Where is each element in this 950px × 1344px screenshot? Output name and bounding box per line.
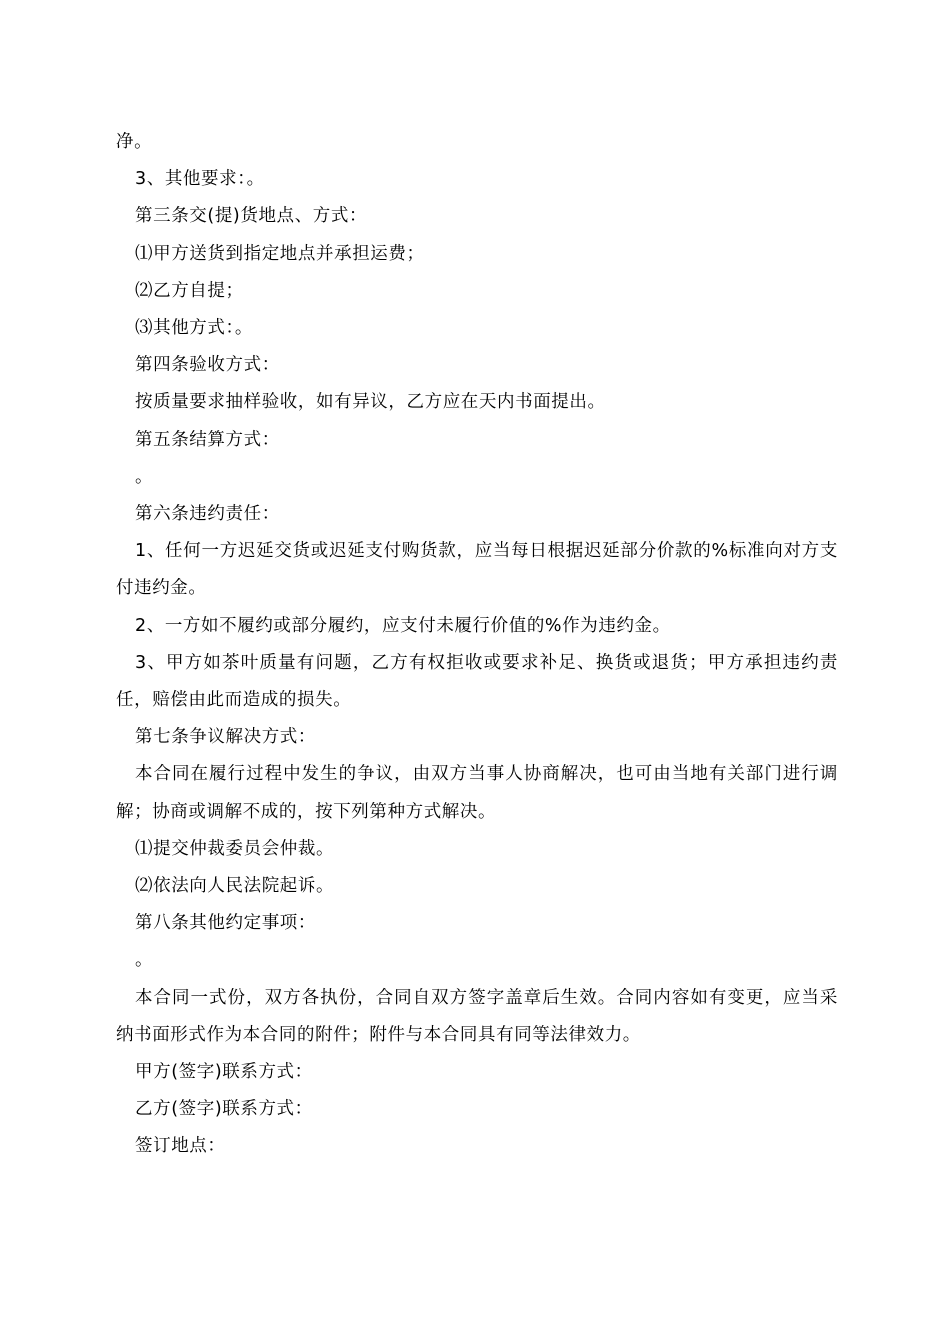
paragraph: 3、甲方如茶叶质量有问题，乙方有权拒收或要求补足、换货或退货；甲方承担违约责任，赔偿由此而造成的损失。 [116, 652, 838, 711]
signing-place-line: 签订地点： [135, 1136, 226, 1157]
clause-heading: 第五条结算方式： [135, 429, 280, 450]
clause-heading: 第三条交(提)货地点、方式： [135, 206, 368, 227]
paragraph: ⑴甲方送货到指定地点并承担运费； [135, 243, 425, 264]
clause-heading: 第七条争议解决方式： [135, 727, 316, 748]
paragraph: 1、任何一方迟延交货或迟延支付购货款，应当每日根据迟延部分价款的%标准向对方支付违约金。 [116, 541, 838, 599]
paragraph: 净。 [116, 132, 153, 152]
document-page [116, 124, 838, 1166]
paragraph: ⑵乙方自提； [135, 280, 244, 301]
paragraph: 2、一方如不履约或部分履约，应支付未履行价值的%作为违约金。 [135, 615, 671, 636]
paragraph: 本合同在履行过程中发生的争议，由双方当事人协商解决，也可由当地有关部门进行调解；协商或调解不成的，按下列第种方式解决。 [116, 764, 838, 822]
clause-heading: 第八条其他约定事项： [135, 913, 316, 934]
paragraph: 按质量要求抽样验收，如有异议，乙方应在天内书面提出。 [135, 392, 606, 413]
clause-heading: 第六条违约责任： [135, 504, 280, 525]
signature-line-party-a: 甲方(签字)联系方式： [135, 1062, 313, 1083]
paragraph: ⑵依法向人民法院起诉。 [135, 876, 335, 897]
paragraph: 3、其他要求：。 [135, 169, 265, 190]
paragraph: ⑴提交仲裁委员会仲裁。 [135, 838, 335, 859]
signature-line-party-b: 乙方(签字)联系方式： [135, 1099, 313, 1120]
paragraph: 。 [135, 466, 154, 487]
clause-heading: 第四条验收方式： [135, 355, 280, 376]
paragraph: ⑶其他方式：。 [135, 318, 253, 339]
paragraph: 本合同一式份，双方各执份，合同自双方签字盖章后生效。合同内容如有变更，应当采纳书面形式作为本合同的附件；附件与本合同具有同等法律效力。 [116, 987, 838, 1045]
paragraph: 。 [135, 950, 154, 971]
